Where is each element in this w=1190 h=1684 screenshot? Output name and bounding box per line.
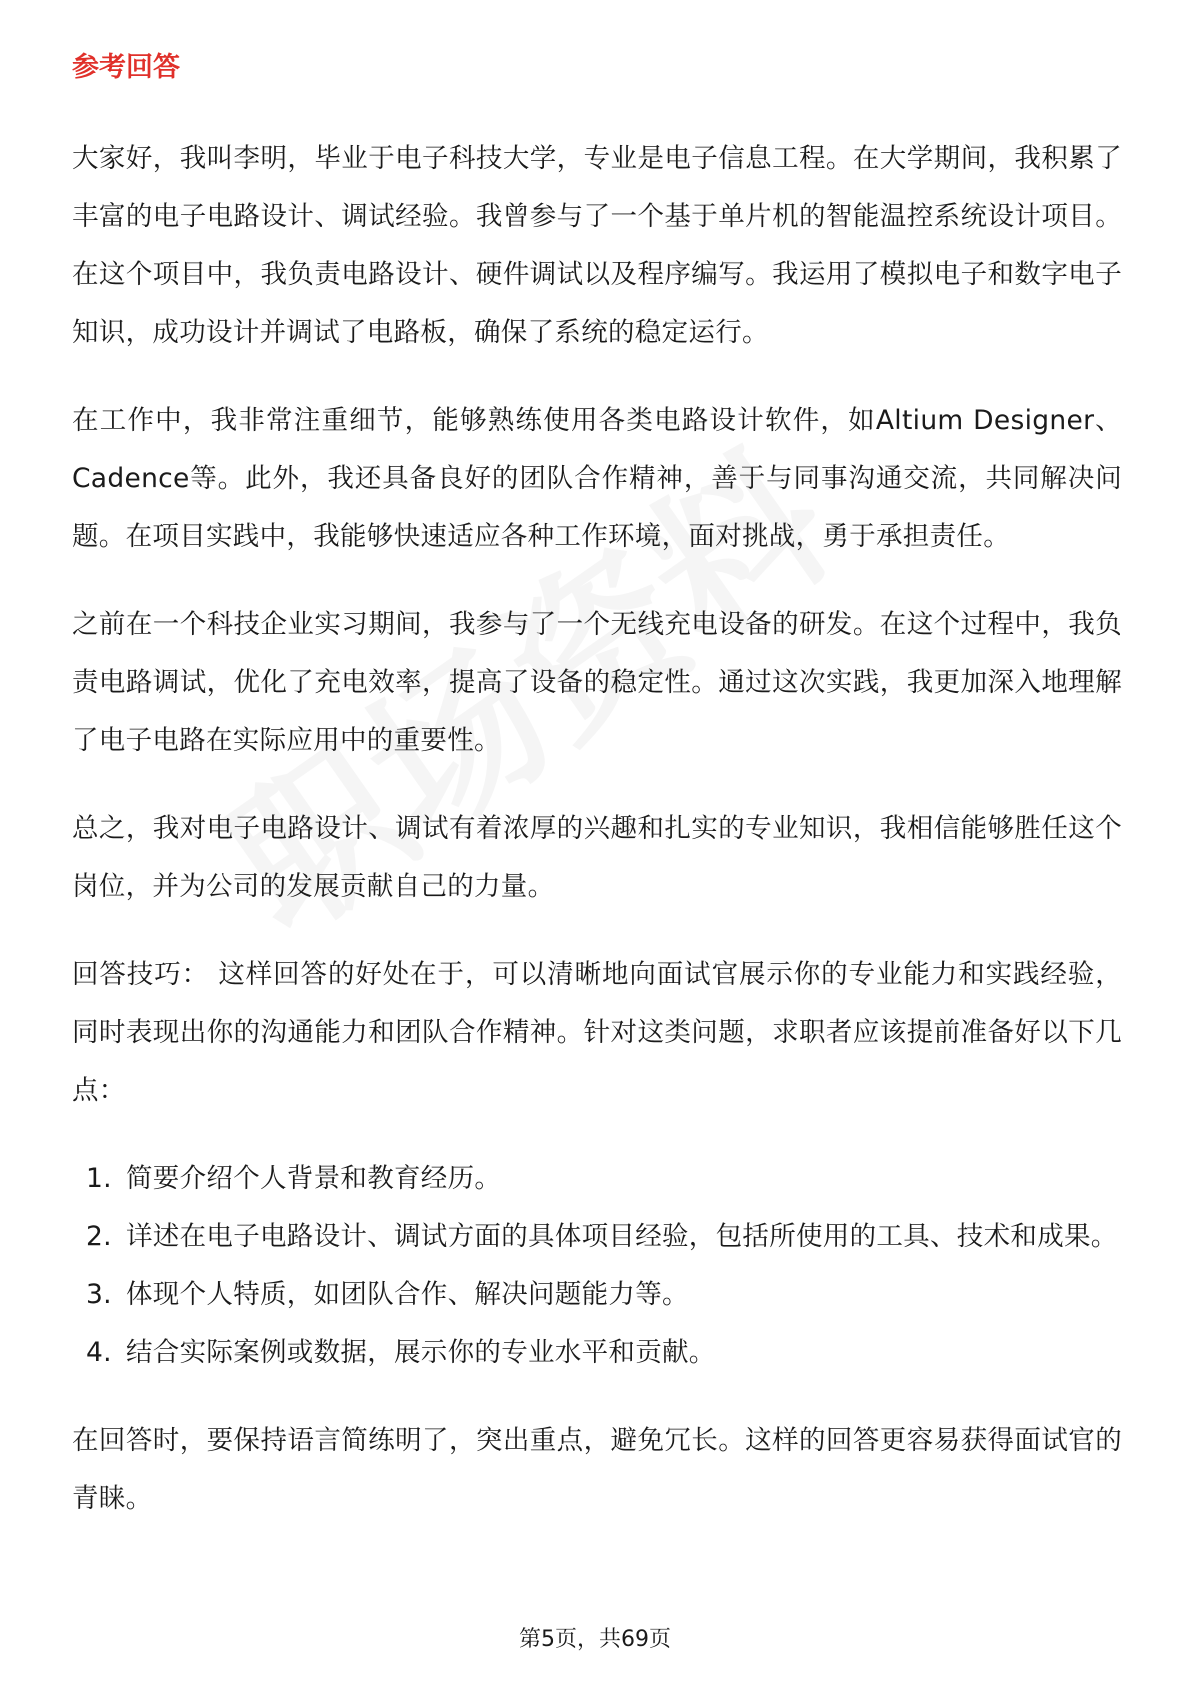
list-item	[72, 1266, 1122, 1324]
paragraph-summary: 总之，我对电子电路设计、调试有着浓厚的兴趣和扎实的专业知识，我相信能够胜任这个岗位，并为公司的发展贡献自己的力量。	[72, 813, 1122, 902]
tips-text: 这样回答的好处在于，可以清晰地向面试官展示你的专业能力和实践经验，同时表现出你的沟通能力和团队合作精神。针对这类问题，求职者应该提前准备好以下几点：	[72, 959, 1123, 1106]
list-item-number: 1.	[86, 1163, 112, 1194]
list-item	[72, 1324, 1122, 1382]
paragraph-closing: 在回答时，要保持语言简练明了，突出重点，避免冗长。这样的回答更容易获得面试官的青睐。	[72, 1425, 1122, 1514]
list-item-text: 简要介绍个人背景和教育经历。	[126, 1163, 502, 1194]
tips-list	[72, 1150, 1122, 1382]
tips-label: 回答技巧：	[72, 959, 210, 990]
section-title: 参考回答	[72, 52, 180, 83]
paragraph-skills: 在工作中，我非常注重细节，能够熟练使用各类电路设计软件，如Altium Designer、Cadence等。此外，我还具备良好的团队合作精神，善于与同事沟通交流，共同解决问题。在项目实践中，我能够快速适应各种工作环境，面对挑战，勇于承担责任。	[72, 405, 1122, 552]
list-item-text: 详述在电子电路设计、调试方面的具体项目经验，包括所使用的工具、技术和成果。	[126, 1221, 1118, 1252]
tips-paragraph	[72, 946, 1122, 1120]
list-item	[72, 1208, 1122, 1266]
list-item-text: 体现个人特质，如团队合作、解决问题能力等。	[126, 1279, 689, 1310]
list-item-number: 3.	[86, 1279, 112, 1310]
document-page	[72, 48, 1122, 1558]
list-item-text: 结合实际案例或数据，展示你的专业水平和贡献。	[126, 1337, 716, 1368]
list-item	[72, 1150, 1122, 1208]
paragraph-internship: 之前在一个科技企业实习期间，我参与了一个无线充电设备的研发。在这个过程中，我负责电路调试，优化了充电效率，提高了设备的稳定性。通过这次实践，我更加深入地理解了电子电路在实际应用中的重要性。	[72, 609, 1122, 756]
page-footer: 第5页，共69页	[519, 1627, 671, 1652]
paragraph-intro: 大家好，我叫李明，毕业于电子科技大学，专业是电子信息工程。在大学期间，我积累了丰富的电子电路设计、调试经验。我曾参与了一个基于单片机的智能温控系统设计项目。在这个项目中，我负责电路设计、硬件调试以及程序编写。我运用了模拟电子和数字电子知识，成功设计并调试了电路板，确保了系统的稳定运行。	[72, 143, 1122, 348]
list-item-number: 4.	[86, 1337, 112, 1368]
list-item-number: 2.	[86, 1221, 112, 1252]
